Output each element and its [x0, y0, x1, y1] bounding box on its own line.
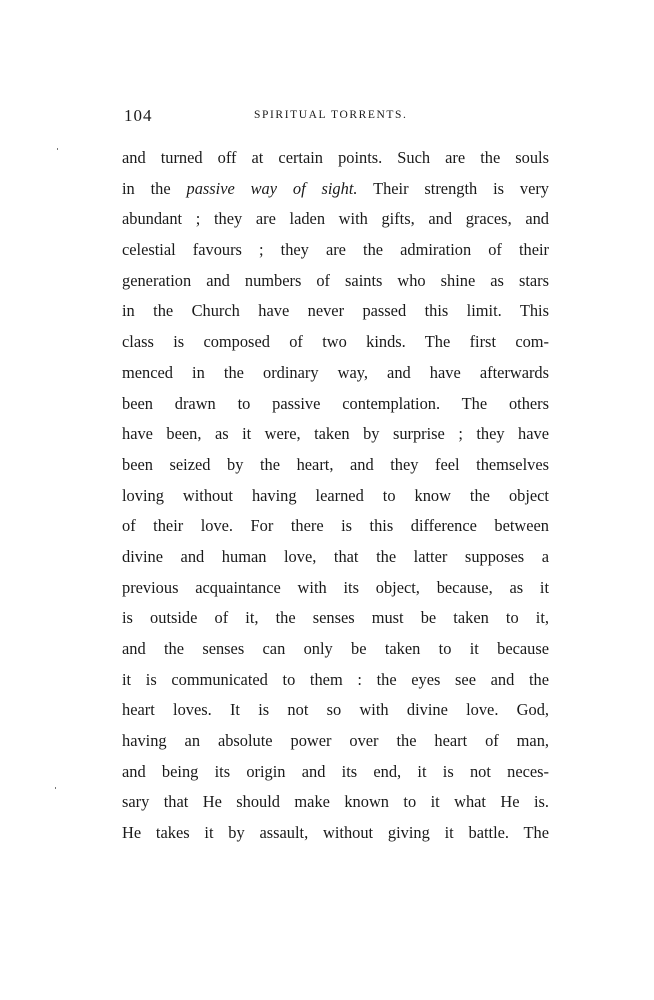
body-text — [122, 143, 549, 849]
text-line-19: heart loves. It is not so with divine love. God, — [122, 700, 549, 720]
text-line-6: in the Church have never passed this limit. This — [122, 301, 549, 321]
text-line-9: been drawn to passive contemplation. The others — [122, 393, 549, 413]
text-line-8: menced in the ordinary way, and have afterwards — [122, 362, 549, 382]
text-line-15: previous acquaintance with its object, because, as it — [122, 577, 549, 597]
text-line-10: have been, as it were, taken by surprise ; they have — [122, 424, 549, 444]
text-line-13: of their love. For there is this difference between — [122, 516, 549, 536]
text-line-2-start: in the — [122, 178, 171, 198]
text-line-12: loving without having learned to know the object — [122, 485, 549, 505]
italic-phrase: passive way of sight. — [186, 178, 358, 198]
text-line-20: having an absolute power over the heart of man, — [122, 731, 549, 751]
text-line-1: and turned off at certain points. Such are the souls — [122, 148, 549, 167]
text-line-22: sary that He should make known to it what He is. — [122, 792, 549, 812]
scan-speck — [57, 148, 58, 150]
running-head: SPIRITUAL TORRENTS. — [254, 109, 408, 121]
text-line-3: abundant ; they are laden with gifts, and graces, and — [122, 209, 549, 229]
page-number: 104 — [124, 106, 153, 125]
text-line-16: is outside of it, the senses must be taken to it, — [122, 608, 549, 628]
text-line-23: He takes it by assault, without giving it battle. The — [122, 823, 549, 843]
text-line-18: it is communicated to them : the eyes see and the — [122, 669, 549, 689]
text-line-11: been seized by the heart, and they feel themselves — [122, 454, 549, 474]
text-line-5: generation and numbers of saints who shine as stars — [122, 270, 549, 290]
text-line-21: and being its origin and its end, it is not neces- — [122, 761, 549, 781]
text-line-4: celestial favours ; they are the admiration of their — [122, 240, 549, 260]
text-line-14: divine and human love, that the latter supposes a — [122, 546, 549, 566]
scan-speck — [55, 787, 56, 789]
text-line-7: class is composed of two kinds. The first com- — [122, 332, 549, 352]
text-line-17: and the senses can only be taken to it because — [122, 639, 549, 658]
text-line-2 — [122, 174, 549, 205]
text-line-2-end: Their strength is very — [373, 178, 549, 198]
